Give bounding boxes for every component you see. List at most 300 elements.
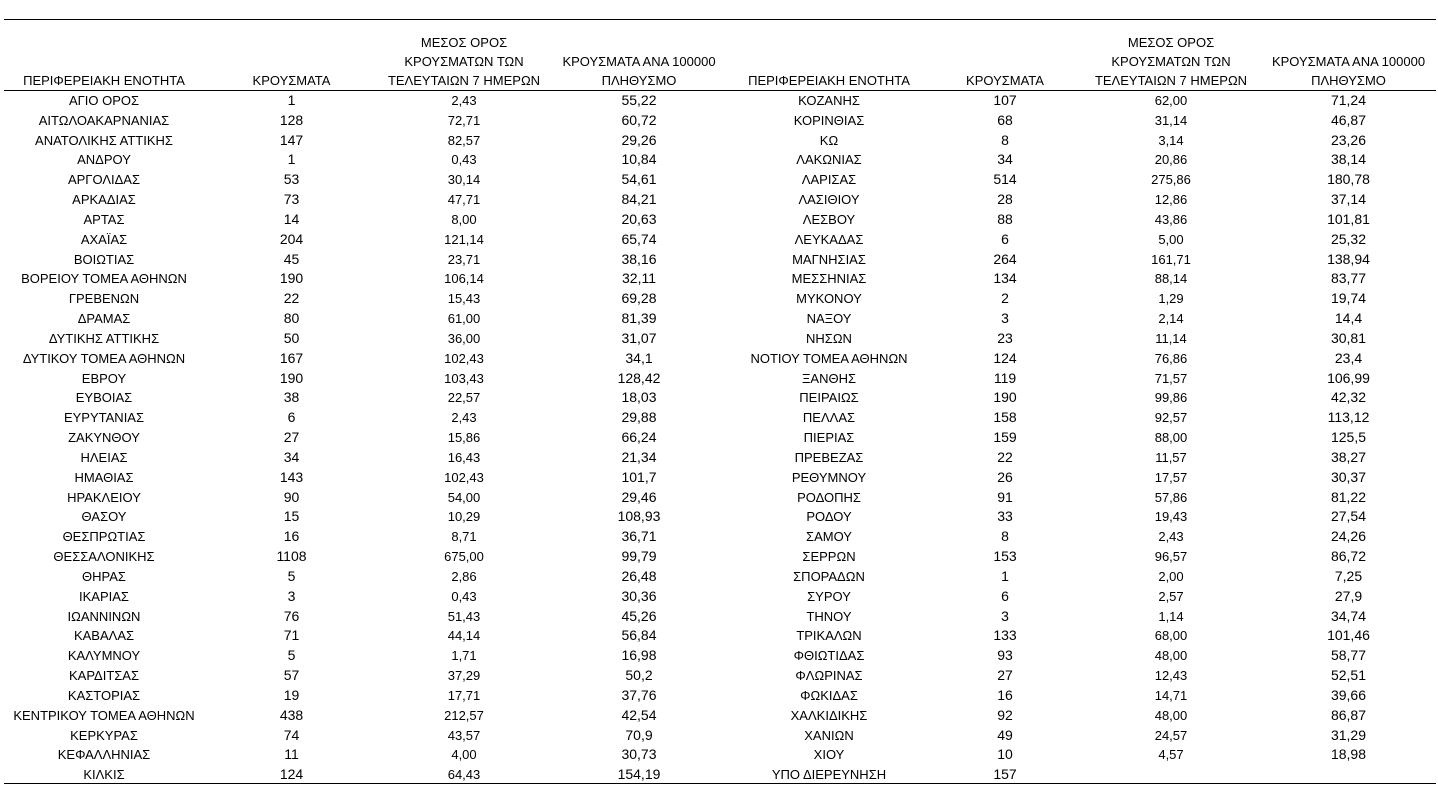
left-cases-cell: 190 xyxy=(279,270,304,287)
left-per100k-cell: 108,93 xyxy=(617,508,661,525)
left-per100k-cell: 101,7 xyxy=(621,468,657,485)
table-row xyxy=(4,289,1436,309)
right-avg-cell: 48,00 xyxy=(1154,648,1188,664)
table-row xyxy=(4,250,1436,270)
table-row xyxy=(4,150,1436,170)
left-per100k-cell: 84,21 xyxy=(621,191,657,208)
right-cases-cell: 133 xyxy=(993,627,1017,644)
header-avg-left: ΜΕΣΟΣ ΟΡΟΣ ΚΡΟΥΣΜΑΤΩΝ ΤΩΝ ΤΕΛΕΥΤΑΙΩΝ 7 ΗΜΕΡΩΝ xyxy=(387,35,541,88)
left-cases-cell: 6 xyxy=(287,409,296,426)
right-cases-cell: 16 xyxy=(997,686,1013,703)
left-region-cell: ΚΕΡΚΥΡΑΣ xyxy=(70,727,138,743)
left-avg-cell: 4,00 xyxy=(451,747,477,763)
right-avg-cell: 43,86 xyxy=(1154,211,1188,227)
left-cases-cell: 15 xyxy=(283,508,300,525)
right-cases-cell: 124 xyxy=(993,349,1017,366)
right-avg-cell: 2,14 xyxy=(1158,311,1184,327)
table-row xyxy=(4,646,1436,666)
right-region-cell: ΣΥΡΟΥ xyxy=(807,588,851,604)
table-row xyxy=(4,547,1436,567)
left-region-cell: ΘΑΣΟΥ xyxy=(81,509,127,525)
left-per100k-cell: 26,48 xyxy=(621,567,657,584)
left-cases-cell: 190 xyxy=(279,369,304,386)
header-row xyxy=(4,32,1436,91)
right-cases-cell: 22 xyxy=(997,448,1013,465)
table-row xyxy=(4,765,1436,785)
left-region-cell: ΚΑΛΥΜΝΟΥ xyxy=(67,648,141,664)
right-region-cell: ΧΑΝΙΩΝ xyxy=(804,727,854,743)
right-cases-cell: 91 xyxy=(997,488,1013,505)
left-per100k-cell: 55,22 xyxy=(621,92,657,108)
left-avg-cell: 1,71 xyxy=(451,648,477,664)
left-avg-cell: 22,57 xyxy=(447,390,481,406)
right-avg-cell: 88,14 xyxy=(1154,271,1188,287)
left-per100k-cell: 31,07 xyxy=(621,329,657,346)
right-region-cell: ΤΡΙΚΑΛΩΝ xyxy=(796,628,862,644)
right-avg-cell: 11,57 xyxy=(1155,449,1187,465)
right-cases-cell: 514 xyxy=(993,171,1017,188)
left-avg-cell: 17,71 xyxy=(447,687,481,703)
left-per100k-cell: 65,74 xyxy=(621,230,657,247)
table-body xyxy=(4,91,1436,785)
right-avg-cell: 12,86 xyxy=(1154,192,1188,208)
left-cases-cell: 53 xyxy=(283,171,300,188)
left-cases-cell: 74 xyxy=(283,726,300,743)
left-cases-cell: 22 xyxy=(283,290,300,307)
left-region-cell: ΑΡΚΑΔΙΑΣ xyxy=(72,192,136,208)
right-per100k-cell: 38,27 xyxy=(1330,448,1367,465)
left-cases-cell: 73 xyxy=(283,191,300,208)
left-avg-cell: 51,43 xyxy=(447,608,481,624)
right-cases-cell: 8 xyxy=(1001,528,1009,545)
left-region-cell: ΘΕΣΣΑΛΟΝΙΚΗΣ xyxy=(53,549,155,565)
right-per100k-cell: 7,25 xyxy=(1334,567,1363,584)
right-region-cell: ΠΙΕΡΙΑΣ xyxy=(803,430,855,446)
right-region-cell: ΣΑΜΟΥ xyxy=(806,529,852,545)
right-avg-cell: 48,00 xyxy=(1154,707,1188,723)
left-cases-cell: 57 xyxy=(283,667,300,684)
left-cases-cell: 16 xyxy=(283,528,300,545)
left-avg-cell: 212,57 xyxy=(444,707,484,723)
right-cases-cell: 8 xyxy=(1001,131,1009,148)
right-region-cell: ΤΗΝΟΥ xyxy=(806,608,852,624)
table-row xyxy=(4,388,1436,408)
right-per100k-cell: 14,4 xyxy=(1334,310,1363,327)
left-per100k-cell: 54,61 xyxy=(621,171,657,188)
table-row xyxy=(4,607,1436,627)
left-cases-cell: 80 xyxy=(283,310,300,327)
left-per100k-cell: 34,1 xyxy=(625,349,653,366)
right-region-cell: ΣΕΡΡΩΝ xyxy=(802,549,856,565)
right-per100k-cell: 86,72 xyxy=(1330,548,1367,565)
table-row xyxy=(4,269,1436,289)
right-cases-cell: 34 xyxy=(997,151,1013,168)
left-region-cell: ΗΜΑΘΙΑΣ xyxy=(74,469,134,485)
left-cases-cell: 76 xyxy=(283,607,300,624)
left-avg-cell: 102,43 xyxy=(444,350,484,366)
right-per100k-cell: 83,77 xyxy=(1330,270,1367,287)
right-per100k-cell: 86,87 xyxy=(1330,706,1367,723)
left-cases-cell: 71 xyxy=(283,627,300,644)
table-row xyxy=(4,587,1436,607)
left-avg-cell: 0,43 xyxy=(451,588,477,604)
left-per100k-cell: 38,16 xyxy=(621,250,657,267)
left-region-cell: ΚΙΛΚΙΣ xyxy=(83,767,125,783)
right-cases-cell: 119 xyxy=(993,369,1017,386)
right-cases-cell: 33 xyxy=(997,508,1013,525)
right-per100k-cell: 30,37 xyxy=(1330,468,1367,485)
left-per100k-cell: 50,2 xyxy=(625,667,653,684)
right-per100k-cell: 138,94 xyxy=(1327,250,1370,267)
left-avg-cell: 47,71 xyxy=(447,192,481,208)
left-avg-cell: 30,14 xyxy=(447,172,481,188)
header-region-left: ΠΕΡΙΦΕΡΕΙΑΚΗ ΕΝΟΤΗΤΑ xyxy=(23,73,185,88)
left-per100k-cell: 66,24 xyxy=(621,429,657,446)
left-cases-cell: 124 xyxy=(279,766,304,783)
header-region-right: ΠΕΡΙΦΕΡΕΙΑΚΗ ΕΝΟΤΗΤΑ xyxy=(748,73,910,88)
table-row xyxy=(4,190,1436,210)
left-region-cell: ΔΥΤΙΚΗΣ ΑΤΤΙΚΗΣ xyxy=(48,330,160,346)
right-avg-cell: 2,43 xyxy=(1158,529,1184,545)
right-region-cell: ΚΟΖΑΝΗΣ xyxy=(798,93,860,108)
left-per100k-cell: 32,11 xyxy=(622,270,656,287)
right-cases-cell: 27 xyxy=(997,667,1013,684)
right-region-cell: ΦΘΙΩΤΙΔΑΣ xyxy=(793,648,865,664)
right-avg-cell: 17,57 xyxy=(1154,469,1188,485)
right-per100k-cell: 19,74 xyxy=(1330,290,1367,307)
right-region-cell: ΡΟΔΟΥ xyxy=(806,509,852,525)
left-avg-cell: 82,57 xyxy=(447,132,481,148)
left-per100k-cell: 37,76 xyxy=(621,686,657,703)
left-per100k-cell: 70,9 xyxy=(625,726,653,743)
table-row xyxy=(4,131,1436,151)
table-row xyxy=(4,349,1436,369)
right-per100k-cell: 101,81 xyxy=(1327,210,1370,227)
right-per100k-cell: 37,14 xyxy=(1330,191,1367,208)
left-per100k-cell: 154,19 xyxy=(617,766,661,783)
left-per100k-cell: 18,03 xyxy=(621,389,657,406)
right-cases-cell: 3 xyxy=(1001,310,1009,327)
right-cases-cell: 3 xyxy=(1001,607,1009,624)
right-region-cell: ΧΙΟΥ xyxy=(813,747,845,763)
left-region-cell: ΗΡΑΚΛΕΙΟΥ xyxy=(67,489,141,505)
left-avg-cell: 103,43 xyxy=(444,370,484,386)
header-per100k-right: ΚΡΟΥΣΜΑΤΑ ΑΝΑ 100000 ΠΛΗΘΥΣΜΟ xyxy=(1271,54,1426,88)
right-cases-cell: 6 xyxy=(1001,587,1009,604)
header-avg-right: ΜΕΣΟΣ ΟΡΟΣ ΚΡΟΥΣΜΑΤΩΝ ΤΩΝ ΤΕΛΕΥΤΑΙΩΝ 7 ΗΜΕΡΩΝ xyxy=(1094,35,1248,88)
left-cases-cell: 45 xyxy=(283,250,300,267)
right-region-cell: ΣΠΟΡΑΔΩΝ xyxy=(793,568,865,584)
right-region-cell: ΝΗΣΩΝ xyxy=(806,330,852,346)
table-row xyxy=(4,527,1436,547)
right-cases-cell: 107 xyxy=(993,92,1017,108)
right-avg-cell: 12,43 xyxy=(1154,668,1188,684)
right-region-cell: ΛΕΣΒΟΥ xyxy=(802,211,856,227)
table-row xyxy=(4,666,1436,686)
right-cases-cell: 2 xyxy=(1001,290,1009,307)
left-region-cell: ΙΩΑΝΝΙΝΩΝ xyxy=(67,608,141,624)
right-per100k-cell: 23,26 xyxy=(1330,131,1367,148)
left-region-cell: ΑΙΤΩΛΟΑΚΑΡΝΑΝΙΑΣ xyxy=(38,112,170,128)
right-avg-cell xyxy=(1081,765,1261,785)
left-region-cell: ΙΚΑΡΙΑΣ xyxy=(79,588,129,604)
right-avg-cell: 96,57 xyxy=(1154,549,1188,565)
table-row xyxy=(4,210,1436,230)
left-cases-cell: 128 xyxy=(279,111,304,128)
table-row xyxy=(4,626,1436,646)
right-avg-cell: 1,14 xyxy=(1158,608,1184,624)
header-cases-right: ΚΡΟΥΣΜΑΤΑ xyxy=(966,73,1044,88)
right-per100k-cell: 18,98 xyxy=(1330,746,1367,763)
right-cases-cell: 49 xyxy=(997,726,1013,743)
table-row xyxy=(4,567,1436,587)
left-avg-cell: 16,43 xyxy=(447,449,481,465)
left-per100k-cell: 21,34 xyxy=(621,448,657,465)
right-avg-cell: 14,71 xyxy=(1154,687,1188,703)
left-per100k-cell: 45,26 xyxy=(621,607,657,624)
left-region-cell: ΚΑΣΤΟΡΙΑΣ xyxy=(67,687,141,703)
left-avg-cell: 2,43 xyxy=(451,93,477,108)
left-region-cell: ΒΟΡΕΙΟΥ ΤΟΜΕΑ ΑΘΗΝΩΝ xyxy=(21,271,187,287)
right-region-cell: ΜΑΓΝΗΣΙΑΣ xyxy=(792,251,866,267)
right-cases-cell: 26 xyxy=(997,468,1013,485)
left-region-cell: ΖΑΚΥΝΘΟΥ xyxy=(68,430,140,446)
table-row xyxy=(4,428,1436,448)
left-region-cell: ΚΕΦΑΛΛΗΝΙΑΣ xyxy=(57,747,151,763)
right-region-cell: ΛΑΚΩΝΙΑΣ xyxy=(796,152,862,168)
right-avg-cell: 11,14 xyxy=(1155,330,1187,346)
left-region-cell: ΗΛΕΙΑΣ xyxy=(80,449,128,465)
left-avg-cell: 8,00 xyxy=(451,211,477,227)
right-per100k-cell: 30,81 xyxy=(1330,329,1367,346)
left-cases-cell: 1108 xyxy=(276,548,307,565)
right-avg-cell: 62,00 xyxy=(1154,93,1188,108)
left-avg-cell: 23,71 xyxy=(447,251,481,267)
right-per100k-cell: 24,26 xyxy=(1330,528,1367,545)
left-avg-cell: 15,86 xyxy=(447,430,481,446)
right-cases-cell: 6 xyxy=(1001,230,1009,247)
left-region-cell: ΑΧΑΪΑΣ xyxy=(80,231,128,247)
header-cases-left: ΚΡΟΥΣΜΑΤΑ xyxy=(252,73,331,88)
right-region-cell: ΠΕΛΛΑΣ xyxy=(802,410,856,426)
left-avg-cell: 675,00 xyxy=(444,549,484,565)
left-region-cell: ΘΗΡΑΣ xyxy=(82,568,126,584)
left-cases-cell: 3 xyxy=(287,587,296,604)
right-avg-cell: 2,57 xyxy=(1158,588,1184,604)
table-row xyxy=(4,726,1436,746)
left-cases-cell: 1 xyxy=(287,92,296,108)
right-region-cell: ΜΥΚΟΝΟΥ xyxy=(796,291,862,307)
right-region-cell: ΦΩΚΙΔΑΣ xyxy=(800,687,858,703)
table-row xyxy=(4,448,1436,468)
left-region-cell: ΑΝΔΡΟΥ xyxy=(77,152,131,168)
right-per100k-cell: 180,78 xyxy=(1327,171,1370,188)
table-row xyxy=(4,309,1436,329)
left-region-cell: ΑΡΓΟΛΙΔΑΣ xyxy=(67,172,141,188)
table-row xyxy=(4,408,1436,428)
left-region-cell: ΚΕΝΤΡΙΚΟΥ ΤΟΜΕΑ ΑΘΗΝΩΝ xyxy=(13,707,195,723)
right-region-cell: ΝΑΞΟΥ xyxy=(806,311,852,327)
table-row xyxy=(4,91,1436,111)
right-region-cell: ΠΕΙΡΑΙΩΣ xyxy=(799,390,859,406)
left-region-cell: ΚΑΡΔΙΤΣΑΣ xyxy=(68,668,140,684)
right-per100k-cell: 71,24 xyxy=(1330,92,1367,108)
left-cases-cell: 167 xyxy=(279,349,304,366)
left-avg-cell: 64,43 xyxy=(447,767,481,783)
left-per100k-cell: 56,84 xyxy=(621,627,657,644)
left-region-cell: ΘΕΣΠΡΩΤΙΑΣ xyxy=(62,529,146,545)
right-avg-cell: 24,57 xyxy=(1154,727,1188,743)
left-per100k-cell: 81,39 xyxy=(621,310,657,327)
left-cases-cell: 143 xyxy=(279,468,304,485)
right-region-cell: ΡΟΔΟΠΗΣ xyxy=(797,489,861,505)
right-cases-cell: 159 xyxy=(993,429,1017,446)
right-per100k-cell: 106,99 xyxy=(1327,369,1370,386)
right-region-cell: ΡΕΘΥΜΝΟΥ xyxy=(791,469,867,485)
left-cases-cell: 438 xyxy=(279,706,304,723)
top-rule xyxy=(4,19,1436,20)
right-cases-cell: 10 xyxy=(997,746,1013,763)
right-region-cell: ΧΑΛΚΙΔΙΚΗΣ xyxy=(790,707,868,723)
left-region-cell: ΑΡΤΑΣ xyxy=(83,211,125,227)
left-per100k-cell: 29,26 xyxy=(621,131,657,148)
table-row xyxy=(4,686,1436,706)
right-avg-cell: 275,86 xyxy=(1151,172,1191,188)
right-region-cell: ΛΕΥΚΑΔΑΣ xyxy=(794,231,864,247)
right-cases-cell: 1 xyxy=(1001,567,1009,584)
left-cases-cell: 11 xyxy=(284,746,299,763)
left-avg-cell: 15,43 xyxy=(447,291,481,307)
right-avg-cell: 88,00 xyxy=(1154,430,1188,446)
left-per100k-cell: 128,42 xyxy=(617,369,661,386)
table-row xyxy=(4,111,1436,131)
right-region-cell: ΦΛΩΡΙΝΑΣ xyxy=(795,668,863,684)
right-avg-cell: 99,86 xyxy=(1154,390,1188,406)
left-region-cell: ΓΡΕΒΕΝΩΝ xyxy=(68,291,140,307)
right-avg-cell: 76,86 xyxy=(1154,350,1188,366)
bottom-rule xyxy=(4,783,1436,784)
table-row xyxy=(4,488,1436,508)
right-region-cell: ΥΠΟ ΔΙΕΡΕΥΝΗΣΗ xyxy=(771,767,887,783)
left-per100k-cell: 30,36 xyxy=(621,587,657,604)
right-per100k-cell: 101,46 xyxy=(1327,627,1370,644)
right-region-cell: ΜΕΣΣΗΝΙΑΣ xyxy=(791,271,867,287)
left-avg-cell: 106,14 xyxy=(444,271,484,287)
table-row xyxy=(4,369,1436,389)
cases-table xyxy=(4,32,1436,785)
right-region-cell: ΚΟΡΙΝΘΙΑΣ xyxy=(793,112,865,128)
right-per100k-cell: 58,77 xyxy=(1330,647,1367,664)
left-region-cell: ΕΥΡΥΤΑΝΙΑΣ xyxy=(63,410,145,426)
left-cases-cell: 147 xyxy=(279,131,304,148)
right-avg-cell: 161,71 xyxy=(1151,251,1191,267)
left-avg-cell: 44,14 xyxy=(447,628,481,644)
left-per100k-cell: 30,73 xyxy=(621,746,657,763)
left-region-cell: ΔΥΤΙΚΟΥ ΤΟΜΕΑ ΑΘΗΝΩΝ xyxy=(22,350,186,366)
left-cases-cell: 38 xyxy=(283,389,300,406)
left-cases-cell: 5 xyxy=(287,567,296,584)
left-per100k-cell: 60,72 xyxy=(621,111,657,128)
right-avg-cell: 5,00 xyxy=(1158,231,1184,247)
right-per100k-cell: 81,22 xyxy=(1330,488,1367,505)
left-cases-cell: 50 xyxy=(283,329,300,346)
left-avg-cell: 2,43 xyxy=(451,410,477,426)
right-cases-cell: 134 xyxy=(993,270,1017,287)
right-cases-cell: 88 xyxy=(997,210,1013,227)
left-per100k-cell: 42,54 xyxy=(621,706,657,723)
left-avg-cell: 72,71 xyxy=(447,112,481,128)
left-avg-cell: 121,14 xyxy=(444,231,484,247)
right-per100k-cell: 113,12 xyxy=(1327,409,1370,426)
right-cases-cell: 157 xyxy=(993,766,1017,783)
left-avg-cell: 8,71 xyxy=(451,529,477,545)
right-region-cell: ΝΟΤΙΟΥ ΤΟΜΕΑ ΑΘΗΝΩΝ xyxy=(750,350,908,366)
right-avg-cell: 2,00 xyxy=(1158,568,1184,584)
left-per100k-cell: 20,63 xyxy=(621,210,657,227)
right-region-cell: ΠΡΕΒΕΖΑΣ xyxy=(794,449,864,465)
left-avg-cell: 102,43 xyxy=(444,469,484,485)
left-per100k-cell: 16,98 xyxy=(621,647,657,664)
left-avg-cell: 54,00 xyxy=(447,489,481,505)
left-cases-cell: 90 xyxy=(283,488,300,505)
left-region-cell: ΒΟΙΩΤΙΑΣ xyxy=(73,251,135,267)
left-region-cell: ΕΒΡΟΥ xyxy=(81,370,127,386)
right-per100k-cell: 34,74 xyxy=(1330,607,1367,624)
right-region-cell: ΞΑΝΘΗΣ xyxy=(801,370,857,386)
left-cases-cell: 14 xyxy=(283,210,300,227)
left-avg-cell: 37,29 xyxy=(447,668,481,684)
right-avg-cell: 1,29 xyxy=(1158,291,1184,307)
right-per100k-cell: 27,9 xyxy=(1334,587,1363,604)
right-per100k-cell: 125,5 xyxy=(1330,429,1367,446)
table-row xyxy=(4,230,1436,250)
left-cases-cell: 19 xyxy=(283,686,300,703)
left-cases-cell: 27 xyxy=(283,429,300,446)
table-row xyxy=(4,468,1436,488)
right-avg-cell: 31,14 xyxy=(1154,112,1188,128)
left-cases-cell: 204 xyxy=(279,230,304,247)
left-region-cell: ΑΝΑΤΟΛΙΚΗΣ ΑΤΤΙΚΗΣ xyxy=(35,132,173,148)
table-row xyxy=(4,170,1436,190)
left-avg-cell: 10,29 xyxy=(447,509,481,525)
left-region-cell: ΑΓΙΟ ΟΡΟΣ xyxy=(68,93,140,108)
table-row xyxy=(4,745,1436,765)
right-cases-cell: 158 xyxy=(993,409,1017,426)
right-avg-cell: 92,57 xyxy=(1154,410,1188,426)
table-row xyxy=(4,507,1436,527)
right-per100k-cell xyxy=(1261,765,1436,785)
right-per100k-cell: 23,4 xyxy=(1334,349,1363,366)
left-region-cell: ΔΡΑΜΑΣ xyxy=(77,311,131,327)
left-cases-cell: 5 xyxy=(287,647,296,664)
left-cases-cell: 1 xyxy=(287,151,296,168)
left-per100k-cell: 36,71 xyxy=(621,528,657,545)
right-region-cell: ΛΑΣΙΘΙΟΥ xyxy=(798,192,860,208)
left-avg-cell: 61,00 xyxy=(447,311,481,327)
table-row xyxy=(4,706,1436,726)
right-avg-cell: 3,14 xyxy=(1158,132,1184,148)
left-per100k-cell: 29,88 xyxy=(621,409,657,426)
left-avg-cell: 0,43 xyxy=(451,152,477,168)
right-per100k-cell: 39,66 xyxy=(1330,686,1367,703)
right-region-cell: ΚΩ xyxy=(819,132,839,148)
right-avg-cell: 4,57 xyxy=(1158,747,1184,763)
left-avg-cell: 2,86 xyxy=(451,568,477,584)
right-avg-cell: 19,43 xyxy=(1154,509,1188,525)
right-avg-cell: 20,86 xyxy=(1154,152,1188,168)
right-cases-cell: 93 xyxy=(997,647,1013,664)
right-avg-cell: 71,57 xyxy=(1154,370,1188,386)
